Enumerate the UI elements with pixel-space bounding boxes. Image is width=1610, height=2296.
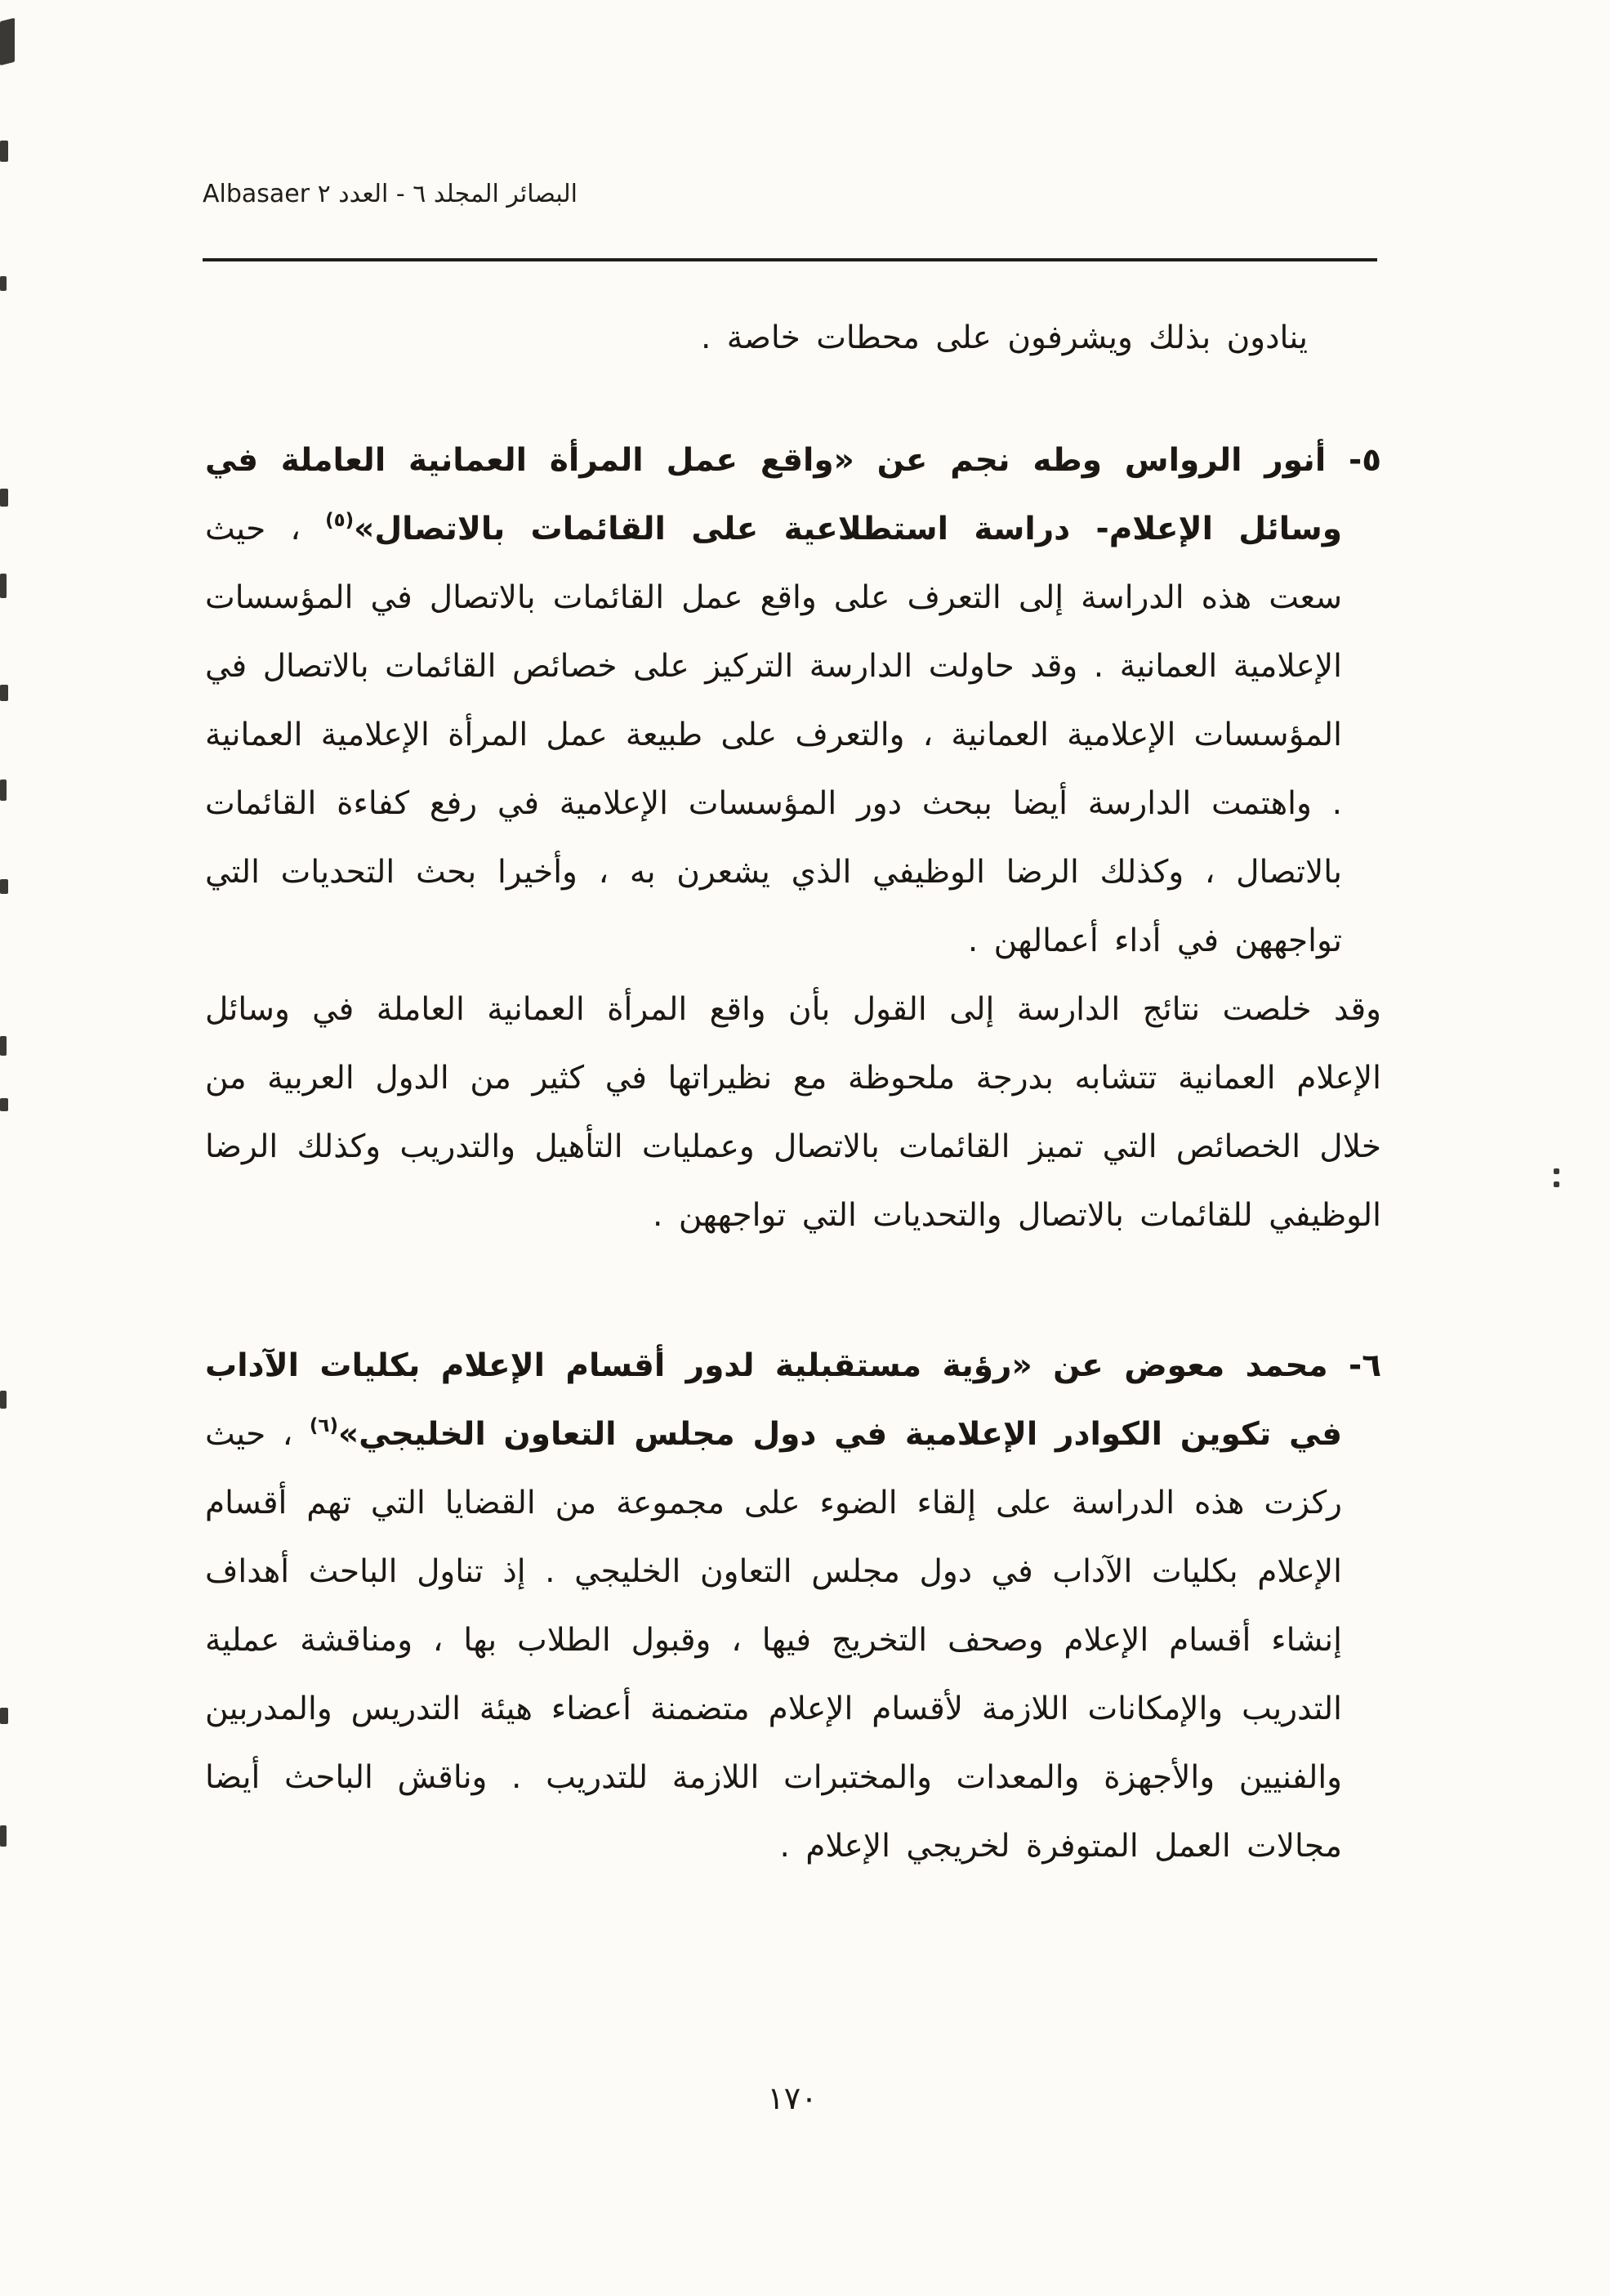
scan-mark: [1554, 1182, 1559, 1187]
scan-mark: [0, 1708, 8, 1724]
header-rule: [203, 258, 1377, 261]
footnote-marker-5: (٥): [325, 510, 355, 531]
study-5-lead-paragraph: [205, 427, 1381, 976]
scan-mark: [0, 1825, 7, 1847]
scan-mark: [0, 141, 8, 162]
study-5-conclusion: وقد خلصت نتائج الدارسة إلى القول بأن واقع المرأة العمانية العاملة في وسائل الإعلام العمانية تتشابه بدرجة ملحوظة مع نظيراتها في كثير من الدول العربية من خلال الخصائص التي تميز القائمات بالاتصال وعمليات التأهيل والتدريب وكذلك الرضا الوظيفي للقائمات بالاتصال والتحديات التي تواجههن .: [205, 991, 1381, 1234]
page-number: ١٧٠: [767, 2080, 818, 2116]
scan-mark: [0, 18, 15, 65]
scan-mark: [0, 574, 7, 598]
study-5-description: ، حيث سعت هذه الدراسة إلى التعرف على واقع عمل القائمات بالاتصال في المؤسسات الإعلامية العمانية . وقد حاولت الدارسة التركيز على خصائص القائمات بالاتصال في المؤسسات الإعلامية العمانية ، والتعرف على طبيعة عمل المرأة الإعلامية العمانية . واهتمت الدارسة أيضا ببحث دور المؤسسات الإعلامية في رفع كفاءة القائمات بالاتصال ، وكذلك الرضا الوظيفي الذي يشعرن به ، وأخيرا بحث التحديات التي تواجههن في أداء أعمالهن .: [205, 511, 1342, 959]
footnote-marker-6: (٦): [309, 1415, 338, 1436]
scan-mark: [0, 276, 7, 291]
carryover-line: ينادون بذلك ويشرفون على محطات خاصة .: [701, 319, 1308, 356]
study-5-title: ٥- أنور الرواس وطه نجم عن «واقع عمل المرأة العمانية العاملة في وسائل الإعلام- دراسة استطلاعية على القائمات بالاتصال»: [205, 442, 1381, 547]
scan-mark: [0, 489, 8, 507]
scan-mark: [0, 1391, 7, 1409]
scan-mark: [1554, 1168, 1559, 1174]
study-6-title: ٦- محمد معوض عن «رؤية مستقبلية لدور أقسام الإعلام بكليات الآداب في تكوين الكوادر الإعلامية في دول مجلس التعاون الخليجي»: [205, 1347, 1381, 1453]
scan-mark: [0, 879, 8, 894]
journal-title: البصائر المجلد ٦ - العدد ٢ Albasaer: [203, 180, 578, 208]
scan-mark: [0, 1098, 8, 1111]
study-item-6: [205, 1332, 1381, 1881]
scan-mark: [0, 1036, 7, 1056]
page-content: [205, 304, 1381, 1881]
study-item-5: [205, 427, 1381, 1250]
scan-mark: [0, 779, 7, 801]
scan-mark: [0, 685, 8, 701]
study-6-lead-paragraph: [205, 1332, 1381, 1881]
study-6-description: ، حيث ركزت هذه الدراسة على إلقاء الضوء على مجموعة من القضايا التي تهم أقسام الإعلام بكليات الآداب في دول مجلس التعاون الخليجي . إذ تناول الباحث أهداف إنشاء أقسام الإعلام وصحف التخريج فيها ، وقبول الطلاب بها ، ومناقشة عملية التدريب والإمكانات اللازمة لأقسام الإعلام متضمنة أعضاء هيئة التدريس والمدربين والفنيين والأجهزة والمعدات والمختبرات اللازمة للتدريب . وناقش الباحث أيضا مجالات العمل المتوفرة لخريجي الإعلام .: [205, 1416, 1342, 1865]
